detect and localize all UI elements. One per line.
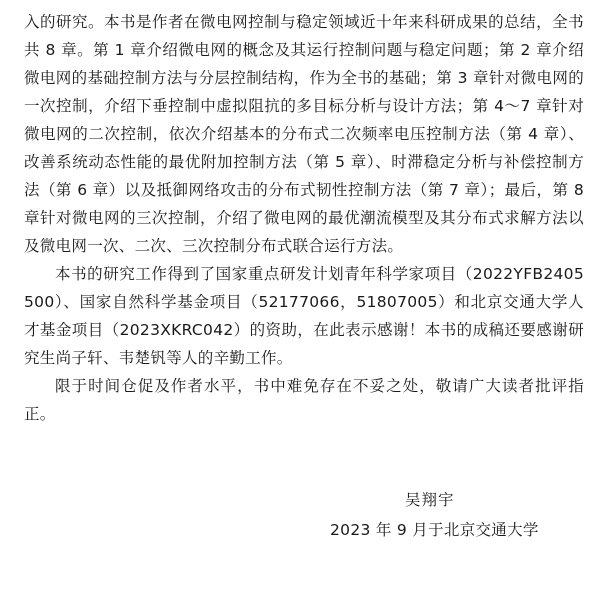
paragraph-acknowledgements: 本书的研究工作得到了国家重点研发计划青年科学家项目（2022YFB2405500）、国家自然科学基金项目（52177066，51807005）和北京交通大学人才基金项目（2023XKRC042）的资助，在此表示感谢！本书的成稿还要感谢研究生尚子轩、韦楚钒等人的辛勤工作。 — [24, 265, 584, 367]
paragraph-chapter-overview: 入的研究。本书是作者在微电网控制与稳定领域近十年来科研成果的总结，全书共 8 章。第 1 章介绍微电网的概念及其运行控制问题与稳定问题；第 2 章介绍微电网的基础控制方法与分层控制结构，作为全书的基础；第 3 章针对微电网的一次控制，介绍下垂控制中虚拟阻抗的多目标分析与设计方法；第 4～7 章针对微电网的二次控制，依次介绍基本的分布式二次频率电压控制方法（第 4 章）、改善系统动态性能的最优附加控制方法（第 5 章）、时滞稳定分析与补偿控制方法（第 6 章）以及抵御网络攻击的分布式韧性控制方法（第 7 章）；最后，第 8 章针对微电网的三次控制，介绍了微电网的最优潮流模型及其分布式求解方法以及微电网一次、二次、三次控制分布式联合运行方法。 — [24, 13, 584, 255]
date-and-place: 2023 年 9 月于北京交通大学 — [330, 521, 539, 539]
paragraph-closing-remark: 限于时间仓促及作者水平，书中难免存在不妥之处，敬请广大读者批评指正。 — [24, 377, 584, 423]
author-signature: 吴翔宇 — [405, 491, 455, 509]
preface-body — [24, 8, 584, 428]
